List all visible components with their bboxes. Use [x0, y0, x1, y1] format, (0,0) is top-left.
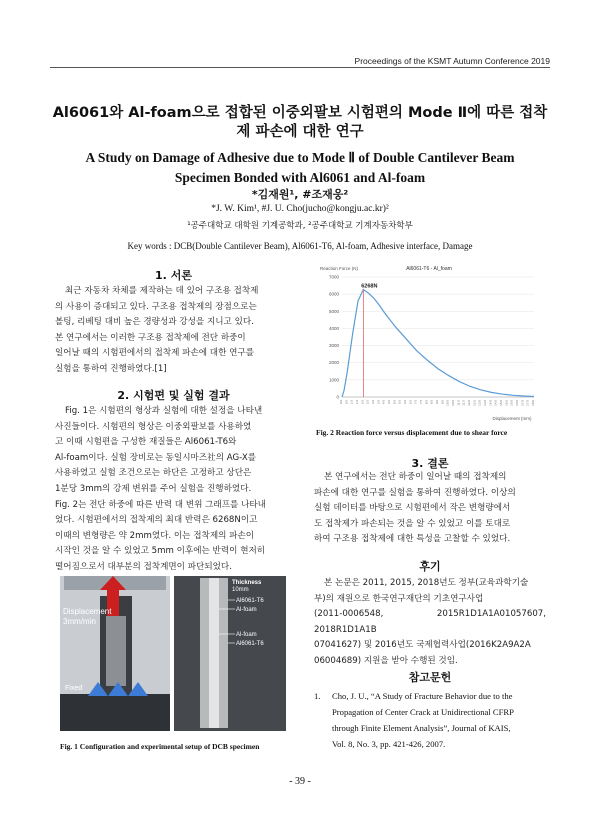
bottom-material-label: Al6061-T6	[236, 641, 264, 647]
chart-xtick-label: 0.5	[344, 400, 349, 405]
machine-base	[60, 694, 170, 731]
method-line: 었다. 시험편에서의 접착제의 최대 반력은 6268N이고	[55, 515, 258, 526]
method-line: Fig. 1은 시험편의 형상과 실험에 대한 설정을 나타낸	[65, 406, 263, 416]
chart-xtick-label: 0.0	[339, 400, 343, 405]
chart-xtick-label: 11.5	[461, 400, 466, 406]
korean-title-line2: 제 파손에 대한 연구	[236, 124, 364, 140]
chart-title: Al6061-T6 - Al_foam	[406, 266, 452, 272]
figure1-caption: Fig. 1 Configuration and experimental setup of DCB specimen	[60, 742, 260, 751]
chart-xtick-label: 9.0	[435, 400, 439, 405]
intro-line: 실험을 통하여 진행하였다.[1]	[55, 363, 167, 374]
chart-xtick-label: 12.0	[467, 400, 471, 406]
chart-xtick-label: 16.5	[515, 400, 519, 406]
chart-xlabel: Displacement (mm)	[492, 416, 532, 421]
korean-title-line1: Al6061와 Al-foam으로 접합된 이중외팔보 시험편의 Mode Ⅱ에 따른 접착	[52, 105, 548, 121]
conference-header: Proceedings of the KSMT Autumn Conference 2019	[354, 56, 550, 66]
chart-xtick-label: 14.5	[493, 400, 498, 406]
chart-ytick-label: 6000	[328, 291, 339, 297]
reaction-force-chart	[316, 263, 542, 423]
conclusion-line: 실험 데이터를 바탕으로 시험편에서 작은 변형량에서	[314, 503, 511, 514]
method-line: Al-foam이다. 실험 장비로는 동일시마즈社의 AG-X를	[55, 452, 257, 463]
method-line: 이때의 변형량은 약 2mm였다. 이는 접착제의 파손이	[55, 530, 255, 541]
chart-xtick-label: 5.5	[397, 400, 402, 405]
authors-english: *J. W. Kim¹, #J. U. Cho(jucho@kongju.ac.kr)²	[211, 204, 389, 214]
chart-xtick-label: 4.5	[387, 400, 391, 405]
chart-ytick-label: 3000	[328, 343, 339, 349]
chart-ytick-label: 2000	[328, 360, 339, 366]
intro-heading: 1. 서론	[155, 269, 192, 282]
displacement-rate-label: 3mm/min	[63, 617, 96, 626]
acknowledgement-heading: 후기	[419, 560, 441, 573]
chart-xtick-label: 10.0	[445, 400, 450, 406]
method-line: 시작인 것을 알 수 있었고 5mm 이후에는 반력이 현저히	[55, 546, 266, 557]
specimen-photo-bg	[174, 576, 286, 731]
specimen-foam-layer	[209, 578, 219, 728]
chart-xtick-label: 14.0	[488, 400, 493, 406]
reference-item	[314, 688, 546, 752]
chart-xtick-label: 3.0	[371, 400, 375, 405]
chart-background	[316, 263, 542, 423]
chart-xtick-label: 16.0	[509, 400, 514, 406]
reference-number: 1.	[314, 691, 321, 701]
top-foam-label: Al-foam	[236, 607, 257, 613]
conclusion-paragraph	[314, 470, 546, 548]
chart-xtick-label: 1.0	[349, 400, 354, 405]
chart-ytick-label: 4000	[328, 325, 339, 331]
method-line: 사진들이다. 시험편의 형상은 이중외팔보를 사용하였	[55, 421, 252, 432]
ack-line: (2011-0006548, 2015R1D1A1A01057607, 2018R1D1A1B	[314, 609, 546, 635]
method-heading: 2. 시험편 및 실험 결과	[117, 389, 230, 402]
fixed-label: Fixed	[65, 685, 83, 692]
method-line: 떨어짐으로서 대부분의 접착계면이 파단되었다.	[55, 561, 232, 572]
chart-xticks	[339, 400, 535, 406]
chart-xtick-label: 18.0	[531, 400, 535, 406]
figure1-photos	[60, 576, 286, 731]
ack-line: 06004689) 지원을 받아 수행된 것임.	[314, 655, 458, 666]
chart-xtick-label: 9.5	[440, 400, 445, 405]
chart-ylabel: Reaction Force (N)	[320, 266, 359, 271]
korean-title	[50, 104, 550, 142]
chart-xtick-label: 12.5	[472, 400, 477, 406]
chart-xtick-label: 1.5	[355, 400, 359, 405]
reference-line: through Finite Element Analysis”, Journal of KAIS,	[332, 723, 511, 733]
intro-line: 본 연구에서는 이러한 구조용 접착제에 전단 하중이	[55, 332, 246, 343]
chart-ytick-label: 1000	[328, 377, 339, 383]
chart-xtick-label: 15.0	[499, 400, 503, 406]
method-paragraph	[55, 404, 292, 576]
intro-line: 최근 자동차 차체를 제작하는 데 있어 구조용 접착제	[65, 286, 259, 296]
intro-line: 의 사용이 증대되고 있다. 구조용 접착제의 장점으로는	[55, 301, 257, 312]
top-material-label: Al6061-T6	[236, 598, 264, 604]
chart-xtick-label: 7.0	[413, 400, 418, 405]
method-line: 사용하였고 실험 조건으로는 하단은 고정하고 상단은	[55, 468, 252, 479]
conclusion-line: 파손에 대한 연구를 실험을 통하여 진행하였다. 이상의	[314, 487, 516, 498]
chart-xtick-label: 17.0	[520, 400, 525, 406]
reference-line: Propagation of Center Crack at Unidirectional CFRP	[332, 707, 514, 717]
thickness-value: 10mm	[232, 587, 249, 593]
chart-ytick-label: 7000	[328, 274, 339, 280]
method-line: 고 이때 시험편을 구성한 재질들은 Al6061-T6와	[55, 437, 237, 448]
page-number: - 39 -	[289, 776, 311, 787]
chart-ytick-label: 0	[336, 394, 339, 400]
chart-xtick-label: 2.0	[360, 400, 365, 405]
english-title	[50, 148, 550, 188]
chart-xtick-label: 11.0	[456, 400, 461, 406]
displacement-label: Displacement	[63, 607, 112, 616]
peak-annotation: 6268N	[361, 283, 378, 290]
chart-xtick-label: 6.0	[403, 400, 407, 405]
bottom-foam-label: Al-foam	[236, 632, 257, 638]
authors-korean: *김재원¹, #조재웅²	[251, 188, 349, 201]
acknowledgement-paragraph	[314, 576, 546, 670]
reference-body	[314, 688, 546, 752]
chart-ytick-label: 5000	[328, 308, 339, 314]
chart-xtick-label: 7.5	[419, 400, 423, 405]
chart-xtick-label: 6.5	[408, 400, 413, 405]
chart-xtick-label: 13.0	[477, 400, 482, 406]
conclusion-line: 도 접착제가 파손되는 것을 알 수 있었고 이를 토대로	[314, 518, 511, 529]
english-title-line2: Specimen Bonded with Al6061 and Al-foam	[174, 170, 426, 185]
chart-xtick-label: 2.5	[365, 400, 370, 405]
keywords: Key words : DCB(Double Cantilever Beam), Al6061-T6, Al-foam, Adhesive interface, Damage	[127, 241, 473, 251]
references-heading: 참고문헌	[408, 671, 452, 684]
ack-line: 본 논문은 2011, 2015, 2018년도 정부(교육과학기술	[324, 578, 529, 588]
english-title-line1: A Study on Damage of Adhesive due to Mode Ⅱ of Double Cantilever Beam	[85, 150, 515, 165]
chart-xtick-label: 4.0	[381, 400, 386, 405]
ack-line: 부)의 재원으로 한국연구재단의 기초연구사업	[314, 593, 484, 604]
chart-xtick-label: 17.5	[525, 400, 530, 406]
chart-xtick-label: 8.5	[429, 400, 434, 405]
chart-xtick-label: 13.5	[483, 400, 487, 406]
method-line: 1분당 3mm의 강제 변위를 주어 실험을 진행하였다.	[55, 483, 252, 494]
conclusion-heading: 3. 결론	[411, 457, 449, 470]
ack-line: 07041627) 및 2016년도 국제협력사업(2016K2A9A2A	[314, 640, 531, 651]
conclusion-line: 하여 구조용 접착제에 대한 특성을 고찰할 수 있었다.	[314, 534, 511, 545]
chart-xtick-label: 15.5	[504, 400, 509, 406]
chart-xtick-label: 10.5	[451, 400, 455, 406]
chart-xtick-label: 3.5	[376, 400, 381, 405]
thickness-label: Thickness	[232, 580, 262, 586]
machine-specimen	[106, 616, 126, 686]
header-divider	[50, 67, 550, 68]
reference-line: Vol. 8, No. 3, pp. 421-426, 2007.	[332, 739, 446, 749]
intro-paragraph	[55, 284, 292, 378]
reference-line: Cho, J. U., “A Study of Fracture Behavior due to the	[332, 691, 513, 701]
method-line: Fig. 2는 전단 하중에 따른 반력 대 변위 그래프를 나타내	[55, 499, 266, 510]
intro-line: 볼팅, 리베팅 대비 높은 경량성과 강성을 지니고 있다.	[55, 317, 254, 328]
figure2-caption: Fig. 2 Reaction force versus displacement due to shear force	[316, 428, 508, 437]
chart-xtick-label: 5.0	[392, 400, 397, 405]
intro-line: 일어날 때의 시험편에서의 접착제 파손에 대한 연구를	[55, 348, 255, 359]
affiliation: ¹공주대학교 대학원 기계공학과, ²공주대학교 기계자동차학부	[187, 221, 413, 231]
conclusion-line: 본 연구에서는 전단 하중이 일어날 때의 접착제의	[324, 472, 507, 482]
chart-xtick-label: 8.0	[424, 400, 429, 405]
